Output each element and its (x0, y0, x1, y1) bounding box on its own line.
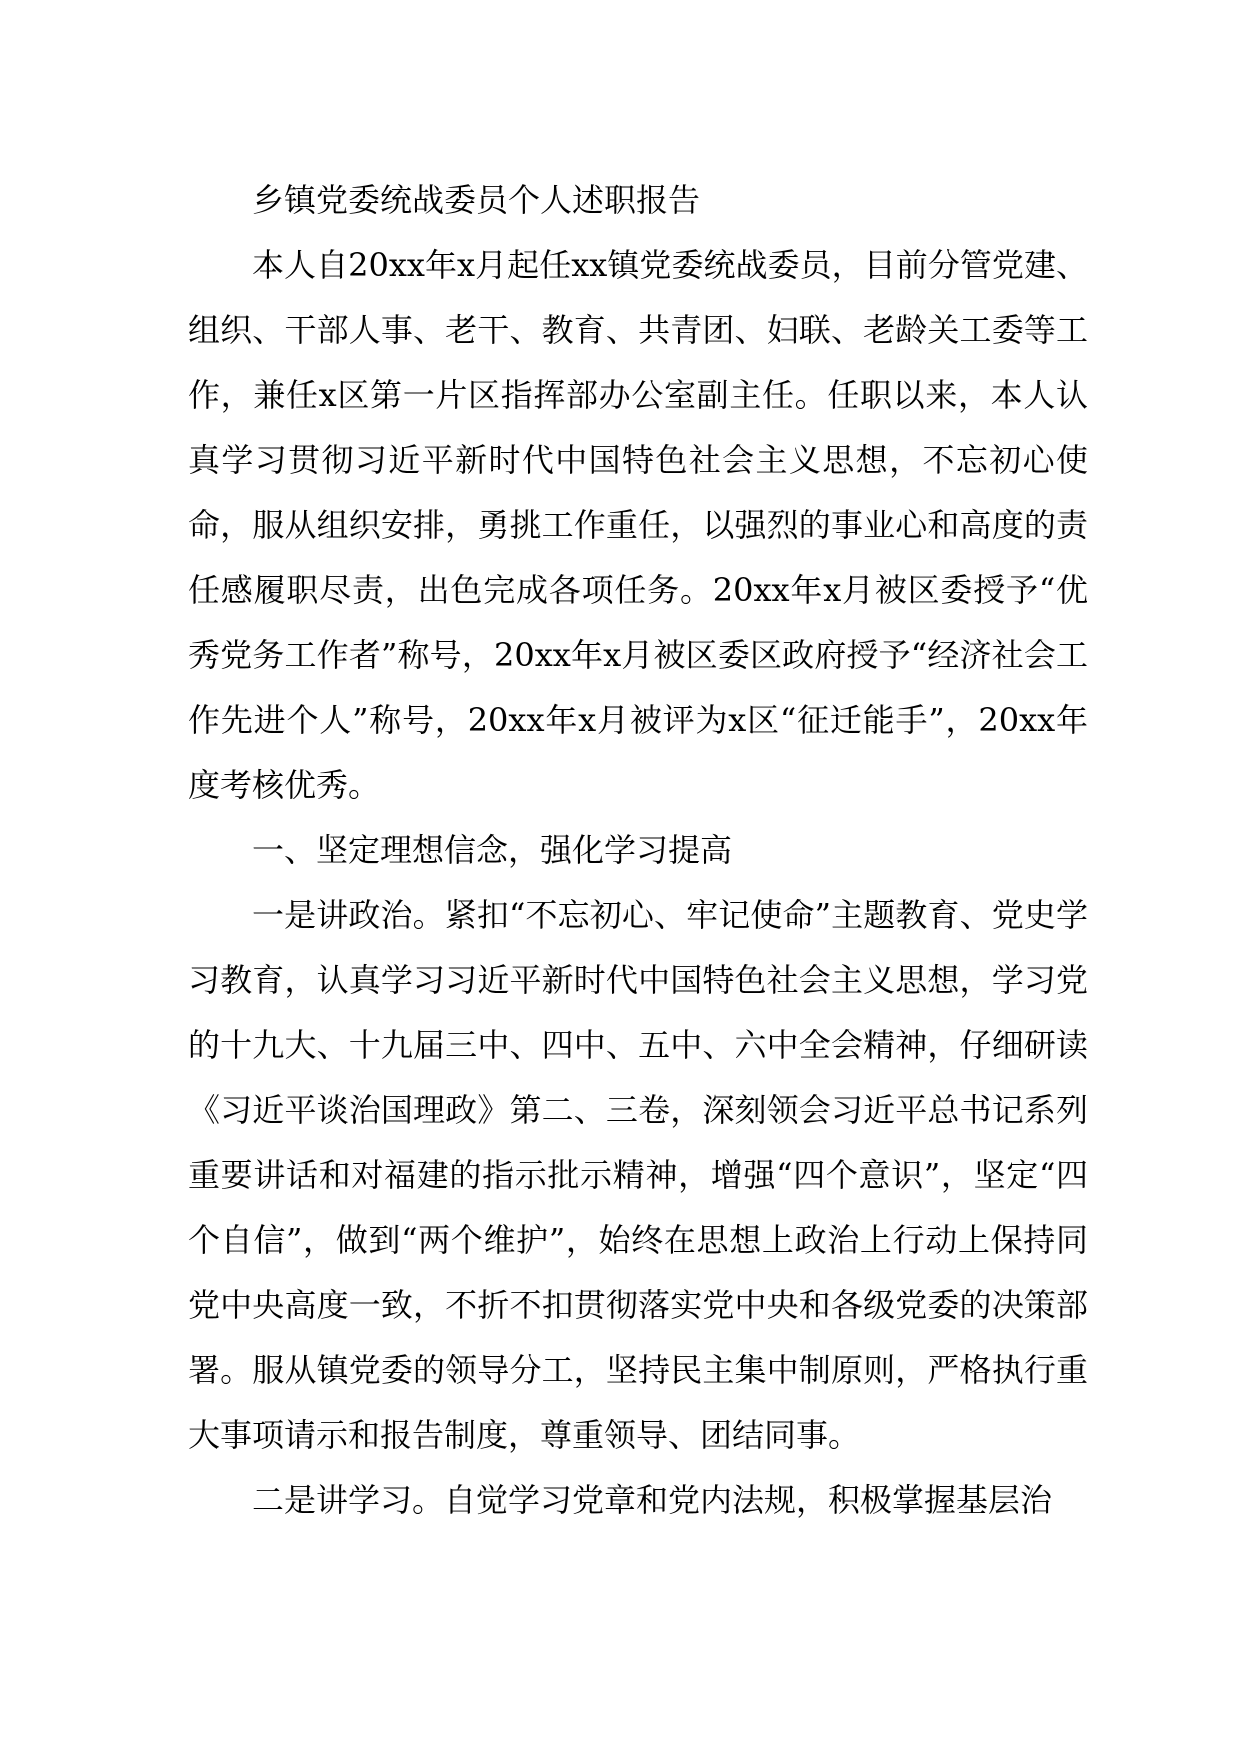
section-heading-1: 一、坚定理想信念，强化学习提高 (252, 831, 733, 869)
intro-paragraph: 本人自20xx年x月起任xx镇党委统战委员，目前分管党建、组织、干部人事、老干、教育、共青团、妇联、老龄关工委等工作，兼任x区第一片区指挥部办公室副主任。任职以来，本人认真学习贯彻习近平新时代中国特色社会主义思想，不忘初心使命，服从组织安排，勇挑工作重任，以强烈的事业心和高度的责任感履职尽责，出色完成各项任务。20xx年x月被区委授予“优秀党务工作者”称号，20xx年x月被区委区政府授予“经济社会工作先进个人”称号，20xx年x月被评为x区“征迁能手”，20xx年度考核优秀。 (188, 246, 1088, 804)
document-body (188, 168, 1088, 1533)
document-title: 乡镇党委统战委员个人述职报告 (252, 181, 701, 219)
paragraph-learning: 二是讲学习。自觉学习党章和党内法规，积极掌握基层治 (252, 1481, 1053, 1519)
paragraph-politics: 一是讲政治。紧扣“不忘初心、牢记使命”主题教育、党史学习教育，认真学习习近平新时代中国特色社会主义思想，学习党的十九大、十九届三中、四中、五中、六中全会精神，仔细研读《习近平谈治国理政》第二、三卷，深刻领会习近平总书记系列重要讲话和对福建的指示批示精神，增强“四个意识”，坚定“四个自信”，做到“两个维护”，始终在思想上政治上行动上保持同党中央高度一致，不折不扣贯彻落实党中央和各级党委的决策部署。服从镇党委的领导分工，坚持民主集中制原则，严格执行重大事项请示和报告制度，尊重领导、团结同事。 (188, 896, 1088, 1454)
